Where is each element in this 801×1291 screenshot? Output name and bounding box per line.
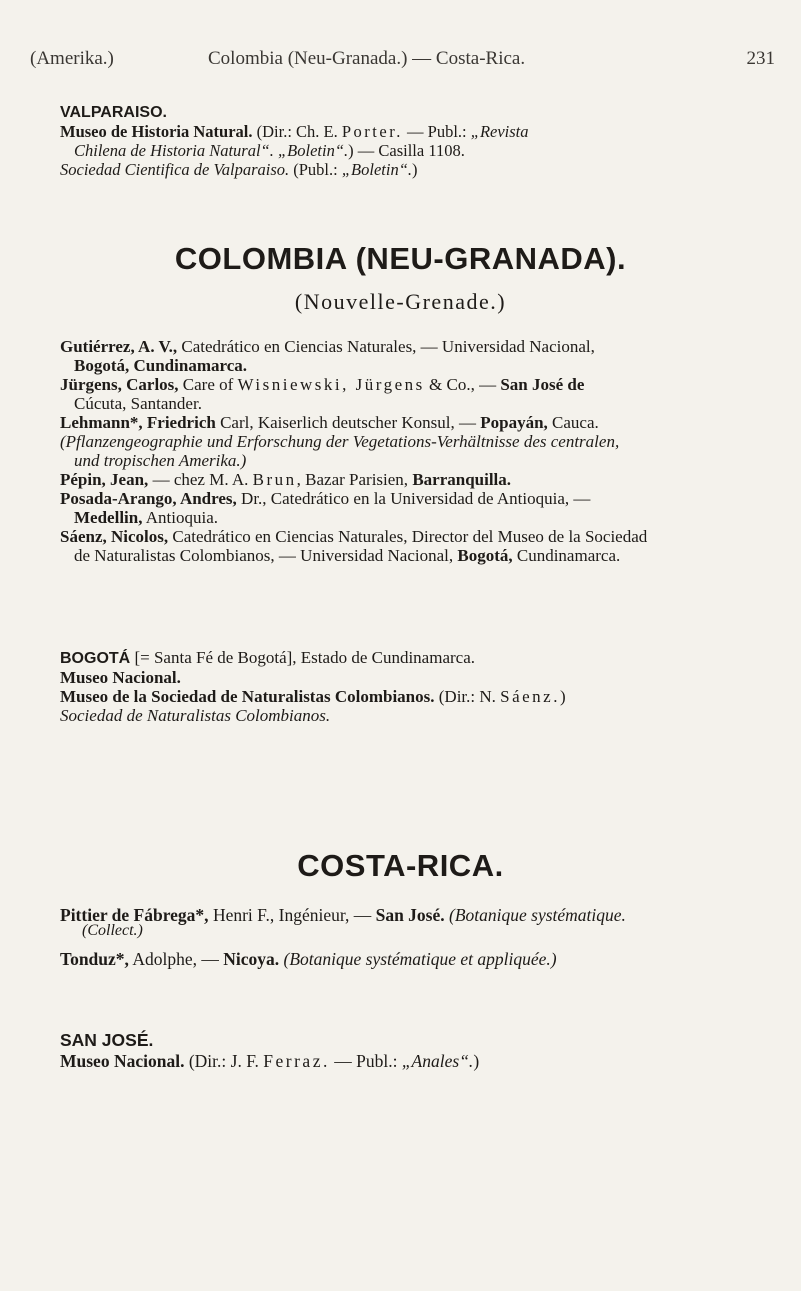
entry-sociedad-naturalistas: Sociedad de Naturalistas Colombianos.: [60, 706, 331, 725]
city-heading-bogota: BOGOTÁ [= Santa Fé de Bogotá], Estado de Cundinamarca.: [60, 648, 475, 667]
colombia-entries: [60, 337, 760, 565]
entry-saenz: Sáenz, Nicolos, Catedrático en Ciencias Naturales, Director del Museo de la Sociedad de Naturalistas Colombianos, — Universidad Nacional, Bogotá, Cundinamarca.: [60, 527, 648, 565]
entry-posada-arango: Posada-Arango, Andres, Dr., Catedrático en la Universidad de Antioquia, — Medellin, Antioquia.: [60, 489, 591, 527]
running-head-title: Colombia (Neu-Granada.) — Costa-Rica.: [208, 48, 526, 69]
entry-jurgens: Jürgens, Carlos, Care of Wisniewski, Jürgens & Co., — San José de Cúcuta, Santander.: [60, 375, 585, 413]
country-subheading-colombia: (Nouvelle-Grenade.): [294, 289, 507, 314]
entry-museo-historia-natural-cont: Chilena de Historia Natural“. „Boletin“.) — Casilla 1108.: [74, 141, 465, 160]
san-jose-section: [60, 1030, 760, 1072]
running-head: [30, 48, 775, 78]
entry-lehmann: Lehmann*, Friedrich Carl, Kaiserlich deutscher Konsul, — Popayán, Cauca. (Pflanzengeographie und Erforschung der Vegetations-Verhältnisse des centralen, und tropischen Amerika.): [60, 413, 620, 470]
entry-sociedad-cientifica: Sociedad Cientifica de Valparaiso. (Publ.: „Boletin“.): [60, 160, 418, 179]
entry-museo-historia-natural: Museo de Historia Natural. (Dir.: Ch. E. Porter. — Publ.: „Revista: [60, 122, 529, 141]
collect-note: (Collect.): [82, 922, 143, 939]
costa-rica-entries: [60, 905, 780, 970]
entry-gutierrez: Gutiérrez, A. V., Catedrático en Ciencias Naturales, — Universidad Nacional, Bogotá, Cundinamarca.: [60, 337, 595, 375]
country-heading-costa-rica: COSTA-RICA.: [297, 848, 504, 883]
bogota-section: [60, 648, 760, 725]
entry-museo-sociedad: Museo de la Sociedad de Naturalistas Colombianos. (Dir.: N. Sáenz.): [60, 687, 566, 706]
entry-tonduz: Tonduz*, Adolphe, — Nicoya. (Botanique systématique et appliquée.): [60, 949, 557, 969]
entry-pepin: Pépin, Jean, — chez M. A. Brun, Bazar Parisien, Barranquilla.: [60, 470, 512, 489]
city-heading-valparaiso: VALPARAISO.: [60, 104, 167, 121]
entry-pittier: Pittier de Fábrega*, Henri F., Ingénieur, — San José. (Botanique systématique. (Collect.): [60, 905, 626, 939]
entry-museo-nacional-bogota: Museo Nacional.: [60, 668, 181, 687]
city-heading-san-jose: SAN JOSÉ.: [60, 1030, 154, 1050]
country-heading-colombia: COLOMBIA (NEU-GRANADA).: [174, 241, 627, 276]
running-head-region: (Amerika.): [30, 48, 114, 69]
page-number: 231: [746, 48, 775, 69]
valparaiso-section: [60, 103, 760, 179]
entry-museo-nacional-san-jose: Museo Nacional. (Dir.: J. F. Ferraz. — Publ.: „Anales“.): [60, 1051, 480, 1071]
